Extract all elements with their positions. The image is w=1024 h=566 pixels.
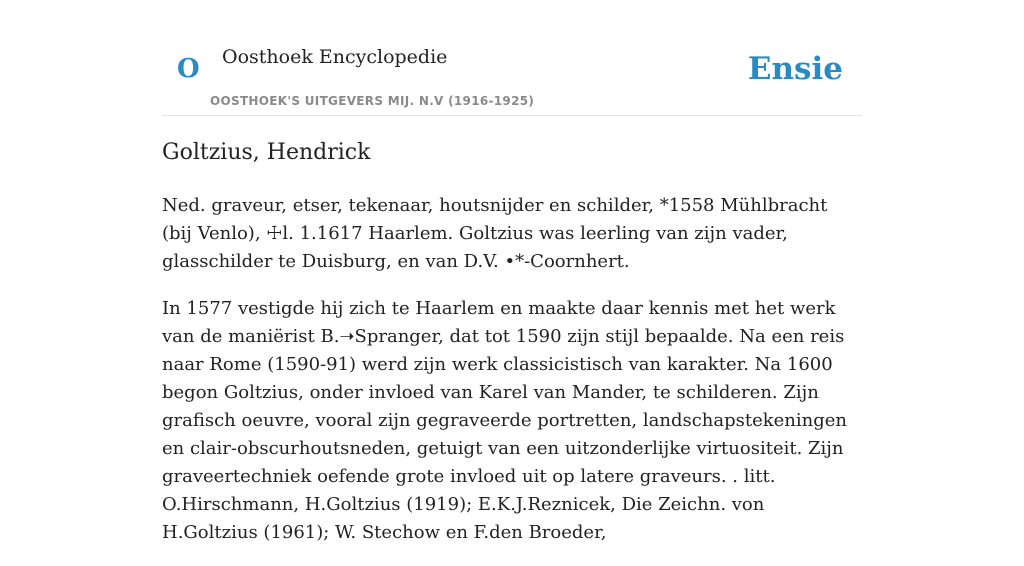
ensie-brand-link[interactable]: Ensie [747,51,843,87]
article-paragraph: In 1577 vestigde hij zich te Haarlem en maakte daar kennis met het werk van de maniërist B.➝Spranger, dat tot 1590 zijn stijl bepaalde. Na een reis naar Rome (1590-91) werd zijn werk classicistisch van karakter. Na 1600 begon Goltzius, onder invloed van Karel van Mander, te schilderen. Zijn grafisch oeuvre, vooral zijn gegraveerde portretten, landschapstekeningen en clair-obscurhoutsneden, getuigt van een uitzonderlijke virtuositeit. Zijn graveertechniek oefende grote invloed uit op latere graveurs. . litt. O.Hirschmann, H.Goltzius (1919); E.K.J.Reznicek, Die Zeichn. von H.Goltzius (1961); W. Stechow en F.den Broeder, [162,298,848,543]
article-title: Goltzius, Hendrick [162,140,371,165]
site-logo-icon[interactable]: O [177,54,200,84]
site-subtitle: OOSTHOEK'S UITGEVERS MIJ. N.V (1916-1925) [210,94,535,108]
article-paragraph: Ned. graveur, etser, tekenaar, houtsnijder en schilder, *1558 Mühlbracht (bij Venlo), ☩l. 1.1617 Haarlem. Goltzius was leerling van zijn vader, glasschilder te Duisburg, en van D.V. •*-Coornhert. [162,195,828,272]
page [162,0,862,543]
site-title[interactable]: Oosthoek Encyclopedie [222,46,448,68]
article-body [162,192,862,566]
site-header [162,0,862,116]
